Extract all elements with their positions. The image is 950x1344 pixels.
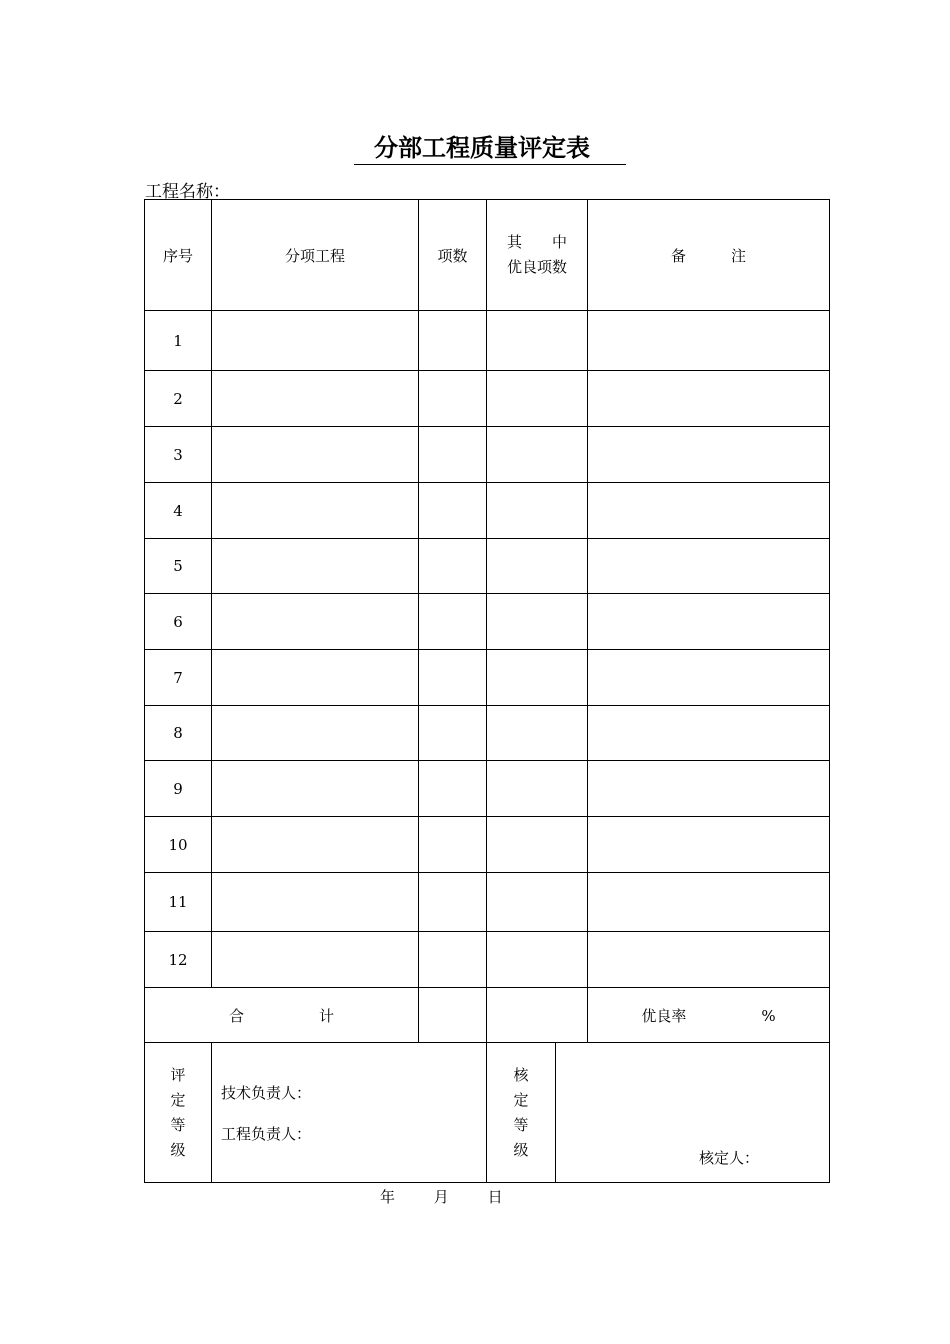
row-remark-cell[interactable] [587, 310, 830, 371]
grade-label [144, 1042, 212, 1183]
date-line [380, 1186, 537, 1207]
checker-label: 核定人： [699, 1149, 760, 1167]
row-excellent-cell[interactable] [486, 760, 588, 817]
row-seq: 10 [144, 816, 212, 873]
row-count-cell[interactable] [418, 872, 487, 932]
row-remark-cell[interactable] [587, 482, 830, 539]
row-count-cell[interactable] [418, 426, 487, 483]
row-item-cell[interactable] [211, 370, 419, 427]
row-count-cell[interactable] [418, 370, 487, 427]
header-excellent-line2: 优良项数 [506, 258, 567, 276]
row-item-cell[interactable] [211, 649, 419, 706]
date-month: 月 [433, 1188, 449, 1206]
row-excellent-cell[interactable] [486, 649, 588, 706]
row-seq: 4 [144, 482, 212, 539]
row-remark-cell[interactable] [587, 931, 830, 988]
header-count: 项数 [418, 199, 487, 311]
row-remark-cell[interactable] [587, 705, 830, 761]
page-title [0, 133, 950, 165]
header-excellent-line1: 其 中 [506, 233, 567, 251]
row-excellent-cell[interactable] [486, 931, 588, 988]
row-count-cell[interactable] [418, 310, 487, 371]
row-item-cell[interactable] [211, 816, 419, 873]
checker-cell[interactable] [555, 1042, 830, 1183]
row-item-cell[interactable] [211, 538, 419, 594]
row-remark-cell[interactable] [587, 593, 830, 650]
row-excellent-cell[interactable] [486, 538, 588, 594]
row-seq: 8 [144, 705, 212, 761]
row-remark-cell[interactable] [587, 816, 830, 873]
row-count-cell[interactable] [418, 482, 487, 539]
row-excellent-cell[interactable] [486, 482, 588, 539]
row-excellent-cell[interactable] [486, 705, 588, 761]
row-remark-cell[interactable] [587, 426, 830, 483]
row-item-cell[interactable] [211, 426, 419, 483]
total-excellent-cell[interactable] [486, 987, 588, 1043]
row-excellent-cell[interactable] [486, 593, 588, 650]
check-grade-label-char: 等 [513, 1115, 529, 1134]
row-seq: 3 [144, 426, 212, 483]
check-grade-label-char: 级 [513, 1140, 529, 1159]
row-count-cell[interactable] [418, 705, 487, 761]
check-grade-label-char: 核 [513, 1065, 529, 1084]
row-count-cell[interactable] [418, 593, 487, 650]
row-count-cell[interactable] [418, 816, 487, 873]
tech-lead-label: 技术负责人： [221, 1084, 312, 1102]
row-seq: 7 [144, 649, 212, 706]
row-count-cell[interactable] [418, 931, 487, 988]
header-remark: 备 注 [587, 199, 830, 311]
excellent-rate: 优良率 % [587, 987, 830, 1043]
row-seq: 9 [144, 760, 212, 817]
row-count-cell[interactable] [418, 760, 487, 817]
date-year: 年 [380, 1188, 396, 1206]
row-item-cell[interactable] [211, 593, 419, 650]
row-excellent-cell[interactable] [486, 426, 588, 483]
page-title-text: 分部工程质量评定表 [354, 133, 626, 165]
row-seq: 2 [144, 370, 212, 427]
row-excellent-cell[interactable] [486, 816, 588, 873]
grade-label-char: 定 [170, 1090, 186, 1109]
row-remark-cell[interactable] [587, 760, 830, 817]
row-count-cell[interactable] [418, 538, 487, 594]
row-item-cell[interactable] [211, 310, 419, 371]
row-item-cell[interactable] [211, 931, 419, 988]
row-excellent-cell[interactable] [486, 370, 588, 427]
row-excellent-cell[interactable] [486, 872, 588, 932]
row-seq: 1 [144, 310, 212, 371]
row-remark-cell[interactable] [587, 538, 830, 594]
row-seq: 6 [144, 593, 212, 650]
row-count-cell[interactable] [418, 649, 487, 706]
row-remark-cell[interactable] [587, 872, 830, 932]
date-day: 日 [487, 1188, 503, 1206]
header-seq: 序号 [144, 199, 212, 311]
project-name-label: 工程名称： [145, 182, 230, 202]
total-count-cell[interactable] [418, 987, 487, 1043]
total-label: 合 计 [144, 987, 419, 1043]
row-item-cell[interactable] [211, 705, 419, 761]
eng-lead-label: 工程负责人： [221, 1125, 312, 1143]
row-remark-cell[interactable] [587, 370, 830, 427]
signatures-cell[interactable] [211, 1042, 487, 1183]
grade-label-char: 级 [170, 1140, 186, 1159]
row-item-cell[interactable] [211, 760, 419, 817]
check-grade-label-char: 定 [513, 1090, 529, 1109]
check-grade-label [486, 1042, 556, 1183]
grade-label-char: 评 [170, 1065, 186, 1084]
row-remark-cell[interactable] [587, 649, 830, 706]
row-seq: 5 [144, 538, 212, 594]
header-item: 分项工程 [211, 199, 419, 311]
row-excellent-cell[interactable] [486, 310, 588, 371]
row-item-cell[interactable] [211, 872, 419, 932]
row-seq: 12 [144, 931, 212, 988]
header-excellent [486, 199, 588, 311]
row-item-cell[interactable] [211, 482, 419, 539]
row-seq: 11 [144, 872, 212, 932]
grade-label-char: 等 [170, 1115, 186, 1134]
